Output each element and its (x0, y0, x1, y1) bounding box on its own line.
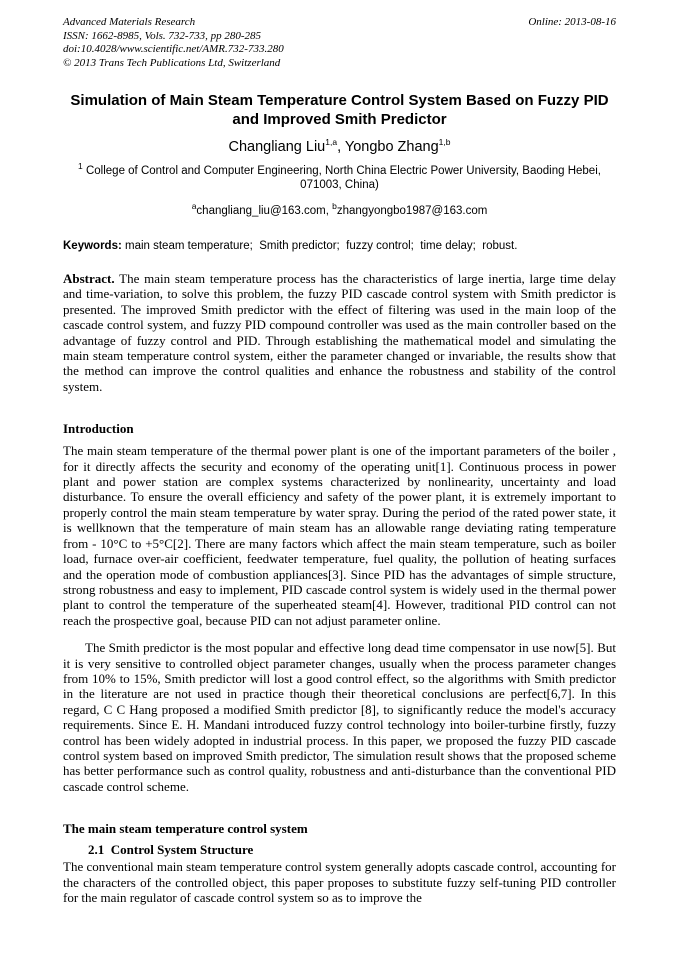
abstract-text: The main steam temperature process has the characteristics of large inertia, large time delay and time-variation, to solve this problem, the fuzzy PID cascade control system with Smith predictor is presented. The improved Smith predictor with the effect of filtering was used in the main loop of the cascade control system, and fuzzy PID compound controller was used as the main controller based on the advantage of fuzzy control and PID. Through establishing the mathematical model and simulating the main steam temperature control system, either the parameter changed or invariable, the results show that the method can improve the control qualities and enhance the robustness and stability of the control system. (63, 271, 616, 394)
doi-line: doi:10.4028/www.scientific.net/AMR.732-733.280 (63, 43, 284, 55)
section-heading-main-steam: The main steam temperature control system (63, 821, 308, 837)
journal-name: Advanced Materials Research (63, 16, 196, 28)
affiliation-text: College of Control and Computer Engineering, North China Electric Power University, Baoding Hebei, 071003, China) (82, 165, 601, 191)
author-superscript-1: 1,a (325, 137, 338, 148)
online-date: Online: 2013-08-16 (528, 16, 616, 28)
authors-separator: , (337, 139, 345, 155)
affiliation-line (63, 161, 616, 192)
email-line (63, 201, 616, 217)
keywords-line (63, 240, 616, 252)
section-heading-introduction: Introduction (63, 421, 134, 437)
email-address-b: zhangyongbo1987@163.com (336, 205, 488, 217)
copyright-line: © 2013 Trans Tech Publications Ltd, Switzerland (63, 56, 281, 69)
keywords-label: Keywords: (63, 240, 122, 252)
journal-header-row (63, 16, 616, 30)
abstract-label: Abstract. (63, 271, 115, 286)
affiliation-superscript: 1 (78, 161, 83, 172)
subsection-heading-2-1: 2.1 Control System Structure (88, 842, 254, 858)
authors-line (63, 139, 616, 155)
keywords-text: main steam temperature; Smith predictor; fuzzy control; time delay; robust. (121, 240, 518, 252)
journal-header (63, 16, 616, 70)
email-separator: , (325, 205, 333, 217)
email-superscript-a: a (191, 201, 197, 212)
intro-paragraph-1: The main steam temperature of the thermal power plant is one of the important parameters of the boiler , for it directly affects the security and economy of the operating unit[1]. Continuous process in power plant and power station are complex systems characterized by nonlinearity, uncertainty and load disturbance. To ensure the overall efficiency and safety of the power plant, it is extremely important to properly control the main steam temperature by water spray. During the period of the rated power state, it is wellknown that the temperature of main steam has an allowable range deviating rating temperature from - 10°C to +5°C[2]. There are many factors which affect the main steam temperature, such as boiler load, furnace over-air coefficient, feedwater temperature, fuel quality, the pollution of heating surfaces and the operation mode of combustion appliances[3]. Since PID has the advantages of simple structure, strong robustness and easy to implement, PID cascade control system is widely used in the thermal power plant to control the temperature of the superheated steam[4]. However, traditional PID control can not reach the prospective goal, because PID can not adjust parameter online. (63, 443, 616, 628)
author-name-2: Yongbo Zhang (344, 139, 439, 155)
author-name-1: Changliang Liu (228, 139, 326, 155)
email-address-a: changliang_liu@163.com (196, 205, 326, 217)
author-superscript-2: 1,b (438, 137, 451, 148)
paper-title: Simulation of Main Steam Temperature Control System Based on Fuzzy PID and Improved Smith Predictor (70, 92, 609, 128)
intro-paragraph-2: The Smith predictor is the most popular and effective long dead time compensator in use now[5]. But it is very sensitive to controlled object parameter changes, usually when the process parameter changes from 10% to 15%, Smith predictor will lost a good control effect, so the algorithms with Smith predictor in the literature are not used in practice though their theoretical conclusions are perfect[6,7]. In this regard, C C Hang proposed a modified Smith predictor [8], to significantly reduce the model's accuracy requirements. Since E. H. Mandani introduced fuzzy control technology into boiler-turbine firstly, fuzzy control has been widely adopted in industrial process. In this paper, we proposed the fuzzy PID cascade control system based on improved Smith predictor, The simulation result shows that the proposed scheme has better performance such as control quality, robustness and anti-disturbance than the conventional PID cascade control scheme. (63, 640, 616, 794)
email-superscript-b: b (332, 201, 337, 212)
abstract-paragraph (63, 271, 616, 394)
issn-line: ISSN: 1662-8985, Vols. 732-733, pp 280-285 (63, 29, 261, 42)
section2-paragraph-1: The conventional main steam temperature control system generally adopts cascade control, accounting for the characters of the controlled object, this paper proposes to substitute fuzzy self-tuning PID controller for the main regulator of cascade control system so as to improve the (63, 859, 616, 905)
